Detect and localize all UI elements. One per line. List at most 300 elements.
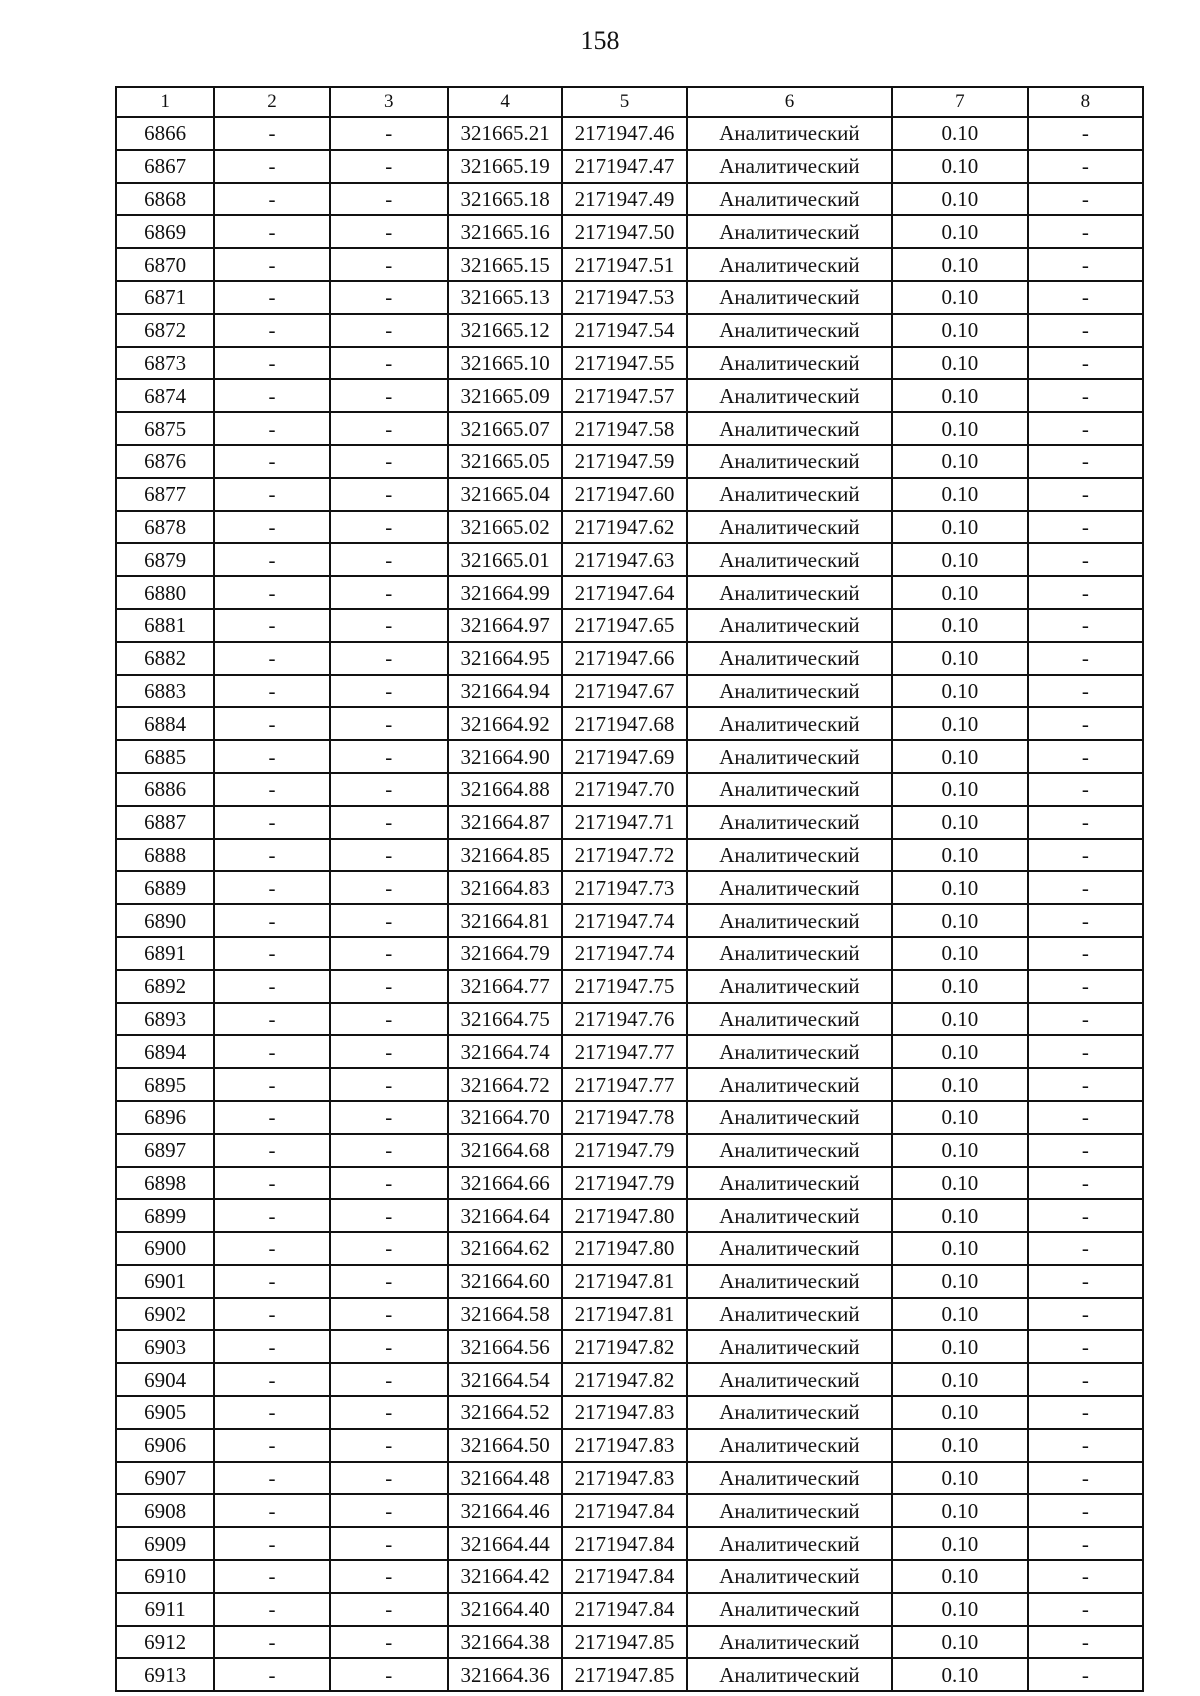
method-cell: Аналитический xyxy=(687,1330,893,1363)
col3-cell: - xyxy=(330,1429,448,1462)
y-coordinate-cell: 2171947.76 xyxy=(562,1003,686,1036)
y-coordinate-cell: 2171947.83 xyxy=(562,1462,686,1495)
accuracy-cell: 0.10 xyxy=(892,183,1027,216)
method-cell: Аналитический xyxy=(687,1494,893,1527)
accuracy-cell: 0.10 xyxy=(892,1232,1027,1265)
y-coordinate-cell: 2171947.79 xyxy=(562,1167,686,1200)
accuracy-cell: 0.10 xyxy=(892,281,1027,314)
table-header-row xyxy=(116,87,1143,117)
col2-cell: - xyxy=(214,1265,329,1298)
y-coordinate-cell: 2171947.80 xyxy=(562,1232,686,1265)
col3-cell: - xyxy=(330,248,448,281)
col3-cell: - xyxy=(330,215,448,248)
method-cell: Аналитический xyxy=(687,281,893,314)
accuracy-cell: 0.10 xyxy=(892,707,1027,740)
point-number-cell: 6870 xyxy=(116,248,214,281)
point-number-cell: 6910 xyxy=(116,1560,214,1593)
col3-cell: - xyxy=(330,347,448,380)
col8-cell: - xyxy=(1028,150,1143,183)
point-number-cell: 6911 xyxy=(116,1593,214,1626)
method-cell: Аналитический xyxy=(687,576,893,609)
method-cell: Аналитический xyxy=(687,707,893,740)
point-number-cell: 6904 xyxy=(116,1363,214,1396)
col2-cell: - xyxy=(214,1199,329,1232)
col8-cell: - xyxy=(1028,1134,1143,1167)
method-cell: Аналитический xyxy=(687,1560,893,1593)
method-cell: Аналитический xyxy=(687,904,893,937)
col8-cell: - xyxy=(1028,1298,1143,1331)
method-cell: Аналитический xyxy=(687,806,893,839)
method-cell: Аналитический xyxy=(687,1593,893,1626)
col3-cell: - xyxy=(330,675,448,708)
method-cell: Аналитический xyxy=(687,1298,893,1331)
col3-cell: - xyxy=(330,511,448,544)
point-number-cell: 6894 xyxy=(116,1035,214,1068)
y-coordinate-cell: 2171947.75 xyxy=(562,970,686,1003)
col2-cell: - xyxy=(214,773,329,806)
col8-cell: - xyxy=(1028,576,1143,609)
x-coordinate-cell: 321664.58 xyxy=(448,1298,562,1331)
col2-cell: - xyxy=(214,150,329,183)
table-row xyxy=(116,183,1143,216)
col8-cell: - xyxy=(1028,445,1143,478)
method-cell: Аналитический xyxy=(687,1167,893,1200)
table-row xyxy=(116,1134,1143,1167)
table-row xyxy=(116,412,1143,445)
y-coordinate-cell: 2171947.53 xyxy=(562,281,686,314)
point-number-cell: 6895 xyxy=(116,1068,214,1101)
table-row xyxy=(116,1494,1143,1527)
table-row xyxy=(116,1626,1143,1659)
col3-cell: - xyxy=(330,478,448,511)
accuracy-cell: 0.10 xyxy=(892,839,1027,872)
x-coordinate-cell: 321664.52 xyxy=(448,1396,562,1429)
point-number-cell: 6890 xyxy=(116,904,214,937)
col8-cell: - xyxy=(1028,478,1143,511)
point-number-cell: 6877 xyxy=(116,478,214,511)
x-coordinate-cell: 321665.01 xyxy=(448,543,562,576)
col3-cell: - xyxy=(330,1298,448,1331)
y-coordinate-cell: 2171947.84 xyxy=(562,1527,686,1560)
accuracy-cell: 0.10 xyxy=(892,970,1027,1003)
x-coordinate-cell: 321664.60 xyxy=(448,1265,562,1298)
x-coordinate-cell: 321664.88 xyxy=(448,773,562,806)
col8-cell: - xyxy=(1028,1593,1143,1626)
table-row xyxy=(116,511,1143,544)
col2-cell: - xyxy=(214,1298,329,1331)
col8-cell: - xyxy=(1028,1101,1143,1134)
point-number-cell: 6878 xyxy=(116,511,214,544)
table-row xyxy=(116,1658,1143,1691)
point-number-cell: 6888 xyxy=(116,839,214,872)
y-coordinate-cell: 2171947.46 xyxy=(562,117,686,150)
col8-cell: - xyxy=(1028,937,1143,970)
x-coordinate-cell: 321664.48 xyxy=(448,1462,562,1495)
col2-cell: - xyxy=(214,281,329,314)
x-coordinate-cell: 321665.21 xyxy=(448,117,562,150)
point-number-cell: 6871 xyxy=(116,281,214,314)
table-row xyxy=(116,281,1143,314)
col3-cell: - xyxy=(330,740,448,773)
col2-cell: - xyxy=(214,347,329,380)
x-coordinate-cell: 321664.94 xyxy=(448,675,562,708)
y-coordinate-cell: 2171947.78 xyxy=(562,1101,686,1134)
table-row xyxy=(116,1593,1143,1626)
x-coordinate-cell: 321664.85 xyxy=(448,839,562,872)
point-number-cell: 6907 xyxy=(116,1462,214,1495)
x-coordinate-cell: 321665.04 xyxy=(448,478,562,511)
accuracy-cell: 0.10 xyxy=(892,1134,1027,1167)
table-row xyxy=(116,773,1143,806)
col8-cell: - xyxy=(1028,1199,1143,1232)
col8-cell: - xyxy=(1028,1167,1143,1200)
method-cell: Аналитический xyxy=(687,1068,893,1101)
point-number-cell: 6900 xyxy=(116,1232,214,1265)
col3-cell: - xyxy=(330,773,448,806)
col2-cell: - xyxy=(214,478,329,511)
y-coordinate-cell: 2171947.73 xyxy=(562,871,686,904)
y-coordinate-cell: 2171947.50 xyxy=(562,215,686,248)
table-row xyxy=(116,609,1143,642)
accuracy-cell: 0.10 xyxy=(892,1396,1027,1429)
col2-cell: - xyxy=(214,1035,329,1068)
y-coordinate-cell: 2171947.67 xyxy=(562,675,686,708)
col8-cell: - xyxy=(1028,1232,1143,1265)
col8-cell: - xyxy=(1028,773,1143,806)
accuracy-cell: 0.10 xyxy=(892,904,1027,937)
point-number-cell: 6883 xyxy=(116,675,214,708)
col8-cell: - xyxy=(1028,347,1143,380)
col8-cell: - xyxy=(1028,675,1143,708)
point-number-cell: 6876 xyxy=(116,445,214,478)
method-cell: Аналитический xyxy=(687,1626,893,1659)
col2-cell: - xyxy=(214,642,329,675)
y-coordinate-cell: 2171947.81 xyxy=(562,1298,686,1331)
method-cell: Аналитический xyxy=(687,642,893,675)
table-row xyxy=(116,1035,1143,1068)
col3-cell: - xyxy=(330,1068,448,1101)
accuracy-cell: 0.10 xyxy=(892,1658,1027,1691)
col2-cell: - xyxy=(214,871,329,904)
method-cell: Аналитический xyxy=(687,1232,893,1265)
table-row xyxy=(116,215,1143,248)
method-cell: Аналитический xyxy=(687,740,893,773)
point-number-cell: 6885 xyxy=(116,740,214,773)
col2-cell: - xyxy=(214,806,329,839)
accuracy-cell: 0.10 xyxy=(892,150,1027,183)
col3-cell: - xyxy=(330,445,448,478)
col2-cell: - xyxy=(214,1658,329,1691)
y-coordinate-cell: 2171947.49 xyxy=(562,183,686,216)
accuracy-cell: 0.10 xyxy=(892,412,1027,445)
col3-cell: - xyxy=(330,183,448,216)
col8-cell: - xyxy=(1028,314,1143,347)
x-coordinate-cell: 321664.50 xyxy=(448,1429,562,1462)
col3-cell: - xyxy=(330,839,448,872)
point-number-cell: 6903 xyxy=(116,1330,214,1363)
method-cell: Аналитический xyxy=(687,183,893,216)
method-cell: Аналитический xyxy=(687,1429,893,1462)
method-cell: Аналитический xyxy=(687,1658,893,1691)
col2-cell: - xyxy=(214,576,329,609)
point-number-cell: 6913 xyxy=(116,1658,214,1691)
col3-cell: - xyxy=(330,576,448,609)
y-coordinate-cell: 2171947.58 xyxy=(562,412,686,445)
col8-cell: - xyxy=(1028,1527,1143,1560)
col2-cell: - xyxy=(214,314,329,347)
accuracy-cell: 0.10 xyxy=(892,1035,1027,1068)
y-coordinate-cell: 2171947.60 xyxy=(562,478,686,511)
method-cell: Аналитический xyxy=(687,1101,893,1134)
col8-cell: - xyxy=(1028,1003,1143,1036)
col3-cell: - xyxy=(330,1396,448,1429)
table-row xyxy=(116,937,1143,970)
accuracy-cell: 0.10 xyxy=(892,1003,1027,1036)
x-coordinate-cell: 321664.46 xyxy=(448,1494,562,1527)
table-row xyxy=(116,675,1143,708)
col2-cell: - xyxy=(214,1101,329,1134)
col8-cell: - xyxy=(1028,543,1143,576)
col2-cell: - xyxy=(214,1527,329,1560)
col3-cell: - xyxy=(330,379,448,412)
x-coordinate-cell: 321665.15 xyxy=(448,248,562,281)
col3-cell: - xyxy=(330,642,448,675)
y-coordinate-cell: 2171947.70 xyxy=(562,773,686,806)
y-coordinate-cell: 2171947.85 xyxy=(562,1626,686,1659)
col8-cell: - xyxy=(1028,412,1143,445)
col8-cell: - xyxy=(1028,511,1143,544)
col8-cell: - xyxy=(1028,1494,1143,1527)
table-row xyxy=(116,1298,1143,1331)
y-coordinate-cell: 2171947.83 xyxy=(562,1429,686,1462)
x-coordinate-cell: 321664.36 xyxy=(448,1658,562,1691)
accuracy-cell: 0.10 xyxy=(892,773,1027,806)
point-number-cell: 6879 xyxy=(116,543,214,576)
x-coordinate-cell: 321664.56 xyxy=(448,1330,562,1363)
method-cell: Аналитический xyxy=(687,1035,893,1068)
y-coordinate-cell: 2171947.68 xyxy=(562,707,686,740)
accuracy-cell: 0.10 xyxy=(892,248,1027,281)
col3-cell: - xyxy=(330,117,448,150)
col2-cell: - xyxy=(214,117,329,150)
accuracy-cell: 0.10 xyxy=(892,609,1027,642)
accuracy-cell: 0.10 xyxy=(892,1199,1027,1232)
y-coordinate-cell: 2171947.74 xyxy=(562,904,686,937)
point-number-cell: 6869 xyxy=(116,215,214,248)
col2-cell: - xyxy=(214,904,329,937)
x-coordinate-cell: 321665.18 xyxy=(448,183,562,216)
column-header: 3 xyxy=(330,87,448,117)
x-coordinate-cell: 321665.13 xyxy=(448,281,562,314)
accuracy-cell: 0.10 xyxy=(892,642,1027,675)
col3-cell: - xyxy=(330,314,448,347)
col8-cell: - xyxy=(1028,1330,1143,1363)
point-number-cell: 6881 xyxy=(116,609,214,642)
column-header: 1 xyxy=(116,87,214,117)
accuracy-cell: 0.10 xyxy=(892,871,1027,904)
table-row xyxy=(116,1330,1143,1363)
col3-cell: - xyxy=(330,1560,448,1593)
x-coordinate-cell: 321664.64 xyxy=(448,1199,562,1232)
col8-cell: - xyxy=(1028,707,1143,740)
col3-cell: - xyxy=(330,1658,448,1691)
point-number-cell: 6905 xyxy=(116,1396,214,1429)
accuracy-cell: 0.10 xyxy=(892,1429,1027,1462)
point-number-cell: 6868 xyxy=(116,183,214,216)
x-coordinate-cell: 321664.81 xyxy=(448,904,562,937)
accuracy-cell: 0.10 xyxy=(892,1527,1027,1560)
method-cell: Аналитический xyxy=(687,347,893,380)
x-coordinate-cell: 321664.77 xyxy=(448,970,562,1003)
method-cell: Аналитический xyxy=(687,445,893,478)
table-row xyxy=(116,1363,1143,1396)
col2-cell: - xyxy=(214,1167,329,1200)
column-header: 2 xyxy=(214,87,329,117)
accuracy-cell: 0.10 xyxy=(892,478,1027,511)
accuracy-cell: 0.10 xyxy=(892,1167,1027,1200)
col3-cell: - xyxy=(330,1035,448,1068)
x-coordinate-cell: 321665.19 xyxy=(448,150,562,183)
x-coordinate-cell: 321664.83 xyxy=(448,871,562,904)
col2-cell: - xyxy=(214,511,329,544)
col8-cell: - xyxy=(1028,1560,1143,1593)
col8-cell: - xyxy=(1028,642,1143,675)
y-coordinate-cell: 2171947.69 xyxy=(562,740,686,773)
col3-cell: - xyxy=(330,1494,448,1527)
accuracy-cell: 0.10 xyxy=(892,1363,1027,1396)
method-cell: Аналитический xyxy=(687,1199,893,1232)
col3-cell: - xyxy=(330,871,448,904)
method-cell: Аналитический xyxy=(687,1462,893,1495)
accuracy-cell: 0.10 xyxy=(892,511,1027,544)
col2-cell: - xyxy=(214,1560,329,1593)
point-number-cell: 6898 xyxy=(116,1167,214,1200)
table-row xyxy=(116,1560,1143,1593)
col3-cell: - xyxy=(330,904,448,937)
y-coordinate-cell: 2171947.62 xyxy=(562,511,686,544)
point-number-cell: 6906 xyxy=(116,1429,214,1462)
method-cell: Аналитический xyxy=(687,871,893,904)
col2-cell: - xyxy=(214,445,329,478)
table-row xyxy=(116,347,1143,380)
accuracy-cell: 0.10 xyxy=(892,314,1027,347)
col8-cell: - xyxy=(1028,1035,1143,1068)
col2-cell: - xyxy=(214,1330,329,1363)
table-row xyxy=(116,839,1143,872)
point-number-cell: 6912 xyxy=(116,1626,214,1659)
col3-cell: - xyxy=(330,1134,448,1167)
point-number-cell: 6889 xyxy=(116,871,214,904)
point-number-cell: 6867 xyxy=(116,150,214,183)
point-number-cell: 6887 xyxy=(116,806,214,839)
method-cell: Аналитический xyxy=(687,675,893,708)
y-coordinate-cell: 2171947.74 xyxy=(562,937,686,970)
point-number-cell: 6866 xyxy=(116,117,214,150)
point-number-cell: 6901 xyxy=(116,1265,214,1298)
x-coordinate-cell: 321664.44 xyxy=(448,1527,562,1560)
accuracy-cell: 0.10 xyxy=(892,1626,1027,1659)
point-number-cell: 6880 xyxy=(116,576,214,609)
accuracy-cell: 0.10 xyxy=(892,675,1027,708)
method-cell: Аналитический xyxy=(687,1527,893,1560)
col2-cell: - xyxy=(214,1396,329,1429)
col8-cell: - xyxy=(1028,281,1143,314)
table-row xyxy=(116,904,1143,937)
point-number-cell: 6892 xyxy=(116,970,214,1003)
x-coordinate-cell: 321664.72 xyxy=(448,1068,562,1101)
x-coordinate-cell: 321664.87 xyxy=(448,806,562,839)
column-header: 6 xyxy=(687,87,893,117)
accuracy-cell: 0.10 xyxy=(892,543,1027,576)
accuracy-cell: 0.10 xyxy=(892,1101,1027,1134)
col3-cell: - xyxy=(330,970,448,1003)
method-cell: Аналитический xyxy=(687,1363,893,1396)
col8-cell: - xyxy=(1028,248,1143,281)
x-coordinate-cell: 321664.40 xyxy=(448,1593,562,1626)
col2-cell: - xyxy=(214,1363,329,1396)
col2-cell: - xyxy=(214,839,329,872)
y-coordinate-cell: 2171947.77 xyxy=(562,1035,686,1068)
point-number-cell: 6875 xyxy=(116,412,214,445)
method-cell: Аналитический xyxy=(687,1134,893,1167)
method-cell: Аналитический xyxy=(687,379,893,412)
col3-cell: - xyxy=(330,1199,448,1232)
col8-cell: - xyxy=(1028,740,1143,773)
table-row xyxy=(116,379,1143,412)
col2-cell: - xyxy=(214,248,329,281)
y-coordinate-cell: 2171947.47 xyxy=(562,150,686,183)
point-number-cell: 6908 xyxy=(116,1494,214,1527)
accuracy-cell: 0.10 xyxy=(892,576,1027,609)
col8-cell: - xyxy=(1028,1068,1143,1101)
x-coordinate-cell: 321664.54 xyxy=(448,1363,562,1396)
accuracy-cell: 0.10 xyxy=(892,1298,1027,1331)
col2-cell: - xyxy=(214,379,329,412)
table-row xyxy=(116,707,1143,740)
x-coordinate-cell: 321664.75 xyxy=(448,1003,562,1036)
method-cell: Аналитический xyxy=(687,543,893,576)
col3-cell: - xyxy=(330,1593,448,1626)
table-row xyxy=(116,871,1143,904)
col8-cell: - xyxy=(1028,1626,1143,1659)
col3-cell: - xyxy=(330,1101,448,1134)
x-coordinate-cell: 321665.12 xyxy=(448,314,562,347)
col8-cell: - xyxy=(1028,970,1143,1003)
col8-cell: - xyxy=(1028,609,1143,642)
col2-cell: - xyxy=(214,215,329,248)
col3-cell: - xyxy=(330,1363,448,1396)
y-coordinate-cell: 2171947.84 xyxy=(562,1560,686,1593)
method-cell: Аналитический xyxy=(687,773,893,806)
col8-cell: - xyxy=(1028,1265,1143,1298)
point-number-cell: 6872 xyxy=(116,314,214,347)
col3-cell: - xyxy=(330,281,448,314)
y-coordinate-cell: 2171947.83 xyxy=(562,1396,686,1429)
y-coordinate-cell: 2171947.85 xyxy=(562,1658,686,1691)
method-cell: Аналитический xyxy=(687,248,893,281)
table-row xyxy=(116,445,1143,478)
column-header: 5 xyxy=(562,87,686,117)
x-coordinate-cell: 321664.99 xyxy=(448,576,562,609)
table-row xyxy=(116,1101,1143,1134)
col8-cell: - xyxy=(1028,839,1143,872)
y-coordinate-cell: 2171947.79 xyxy=(562,1134,686,1167)
accuracy-cell: 0.10 xyxy=(892,1593,1027,1626)
col2-cell: - xyxy=(214,970,329,1003)
col2-cell: - xyxy=(214,1232,329,1265)
point-number-cell: 6882 xyxy=(116,642,214,675)
col8-cell: - xyxy=(1028,806,1143,839)
